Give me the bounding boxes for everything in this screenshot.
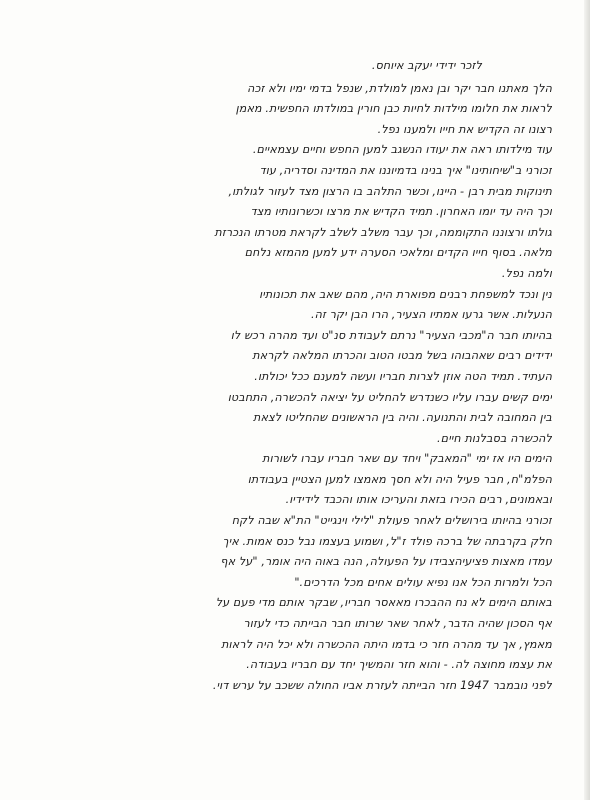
letter-line: עמדו מאצות פציעיהצבידו על הפעולה, הנה באוה היה אומר, "על אף	[220, 555, 552, 569]
letter-line: באותם הימים לא נח ההבכרו מאאסר חבריו, שבקר אותם מדי פעם על	[215, 596, 552, 610]
letter-line: הלך מאתנו חבר יקר ובן נאמן למולדת, שנפל בדמי ימיו ולא זכה	[247, 81, 552, 95]
letter-line: תינוקות מבית רבן - היינו, וכשר התלהב בו הרצון מצד לעזור לגולתו,	[228, 184, 552, 198]
letter-line: ימים קשים עברו עליו כשנדרש להחליט על יציאה להכשרה, התחבטו	[227, 390, 552, 404]
letter-line: בהיותו חבר ה"מכבי הצעיר" נרתם לעבודת סנ"ט ועד מהרה רכש לו	[230, 328, 552, 342]
letter-line: בין המחובה לבית והתנועה. והיה בין הראשונים שהחליטו לצאת	[253, 411, 552, 425]
letter-body	[38, 56, 552, 696]
letter-line: לראות את חלומו מילדות לחיות כבן חורין במולדתו החפשית. מאמן	[235, 102, 552, 116]
letter-line: מאמץ, אך עד מהרה חזר כי בדמו היתה ההכשרה ולא יכל היה לראות	[221, 637, 552, 651]
letter-line: נין ונכד למשפחת רבנים מפוארת היה, מהם שאב את תכונותיו	[259, 287, 552, 301]
letter-line: וכך היה עד יומו האחרון. תמיד הקדיש את מרצו וכשרונותיו מצד	[250, 205, 552, 219]
letter-line: ולמה נפל.	[501, 266, 552, 280]
letter-line: הימים היו אז ימי "המאבק" ויחד עם שאר חבריו עברו לשורות	[262, 452, 552, 466]
letter-line: להכשרה בסבלנות חיים.	[437, 431, 552, 445]
letter-title: לזכר ידידי יעקב איוחס.	[371, 59, 482, 72]
letter-line: לפני נובמבר 1947 חזר הבייתה לעזרת אביו החולה ששכב על ערש דוי.	[212, 678, 552, 692]
letter-line: עוד מילדותו ראה את יעודו הנשגב למען החפש וחיים עצמאיים.	[252, 143, 552, 157]
letter-line: הפלמ"ח, חבר פעיל היה ולא חסך מאמצו למען הצטיין בעבודתו	[247, 472, 552, 486]
letter-line: ידידים רבים שאהבוהו בשל מבטו הטוב והכרתו המלאה לקראת	[252, 349, 552, 363]
letter-line: אף הסכון שהיה הדבר, לאחר שאר שרותו חבר הבייתה כדי לעזור	[243, 617, 552, 631]
letter-line: מלאה. בסוף חייו הקדים ומלאכי הסערה ידע למען מהמזא נלחם	[244, 246, 552, 260]
letter-line: הכל ולמרות הכל אנו נפיא עולים אחים מכל הדרכים."	[294, 575, 552, 589]
letter-line: את עצמו מחוצה לה. - והוא חזר והמשיך יחד עם חבריו בעבודה.	[246, 658, 552, 672]
letter-line: הנעלות. אשר גרעו אמתיו הצעיר, הרו הבן יקר זה.	[310, 308, 552, 322]
letter-line: גולתו ורצוננו התקוממה, וכך עבר משלב לשלב לקראת מטרתו הנכרזת	[214, 225, 552, 239]
letter-line: רצונו זה הקדיש את חייו ולמענו נפל.	[377, 122, 552, 136]
letter-line: זכורני ב"שיחותינו" איך בנינו בדמיוננו את המדינה וסדריה, עוד	[259, 163, 552, 177]
letter-line: חלק בקרבתה של ברכה פולד ז"ל, ושמוע בעצמו נבל כנס אמות. איך	[222, 534, 552, 548]
letter-line: העתיד. תמיד הטה אוזן לצרות חבריו ועשה למענם ככל יכולתו.	[254, 369, 552, 383]
page-edge	[584, 0, 590, 800]
letter-line: זכורני בהיותו בירושלים לאחר פעולת "לילי וינגייט" הת"א שבה לקח	[231, 514, 552, 528]
letter-lines	[38, 79, 552, 697]
letter-line: ובאמונים, רבים הכירו בזאת והעריכו אותו והכבד לידידיו.	[285, 493, 552, 507]
